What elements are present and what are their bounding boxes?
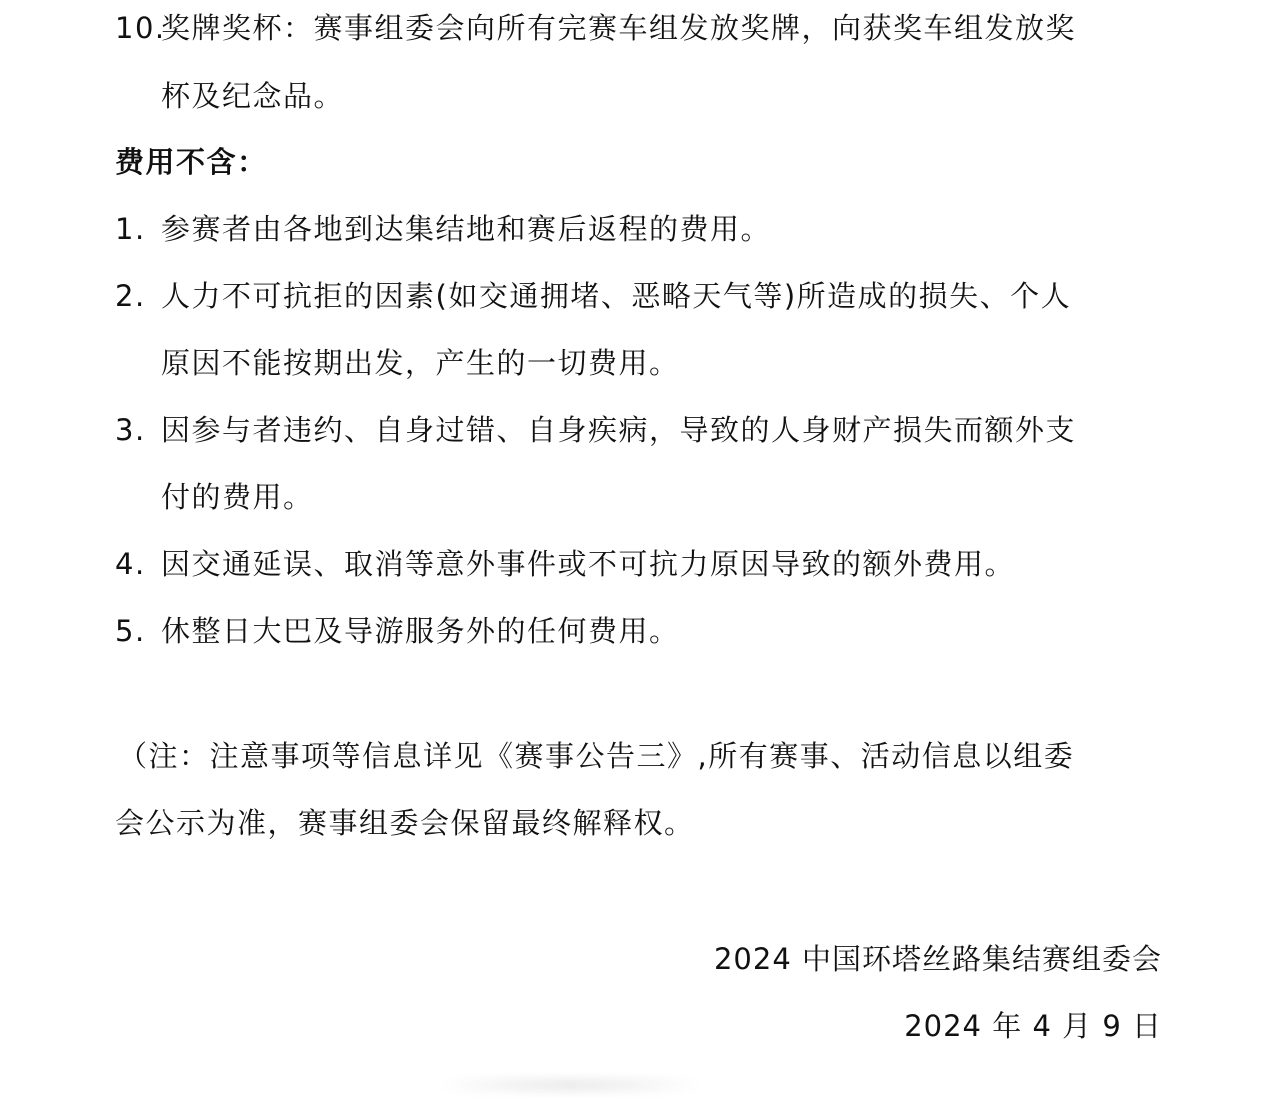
- excluded-heading: 费用不含：: [115, 145, 268, 179]
- faint-page-mark: [440, 1078, 700, 1092]
- item-text-line1: 人力不可抗拒的因素(如交通拥堵、恶略天气等)所造成的损失、个人: [161, 279, 1072, 313]
- signature-organization: 2024 中国环塔丝路集结赛组委会: [713, 942, 1162, 976]
- excluded-item-3-line2: 付的费用。: [161, 480, 314, 514]
- excluded-item-1: [115, 209, 771, 249]
- included-item-10-line2: 杯及纪念品。: [161, 79, 345, 113]
- item-number: 3.: [115, 413, 146, 447]
- included-item-10: [115, 8, 1076, 48]
- item-text-line1: 休整日大巴及导游服务外的任何费用。: [161, 614, 680, 648]
- item-number: 1.: [115, 212, 146, 246]
- excluded-item-2-line2: 原因不能按期出发，产生的一切费用。: [161, 346, 680, 380]
- note-line-2: 会公示为准，赛事组委会保留最终解释权。: [115, 806, 695, 840]
- excluded-item-3: [115, 410, 1076, 450]
- excluded-item-4: [115, 544, 1015, 584]
- item-number: 10.: [115, 11, 166, 45]
- excluded-item-2: [115, 276, 1071, 316]
- item-text-line1: 因参与者违约、自身过错、自身疾病，导致的人身财产损失而额外支: [161, 413, 1077, 447]
- item-text-line1: 参赛者由各地到达集结地和赛后返程的费用。: [161, 212, 772, 246]
- item-text-line1: 因交通延误、取消等意外事件或不可抗力原因导致的额外费用。: [161, 547, 1016, 581]
- signature-date: 2024 年 4 月 9 日: [904, 1009, 1162, 1043]
- item-number: 4.: [115, 547, 146, 581]
- note-line-1: （注：注意事项等信息详见《赛事公告三》,所有赛事、活动信息以组委: [118, 739, 1075, 773]
- item-number: 2.: [115, 279, 146, 313]
- item-text-line1: 奖牌奖杯：赛事组委会向所有完赛车组发放奖牌，向获奖车组发放奖: [161, 11, 1077, 45]
- item-number: 5.: [115, 614, 146, 648]
- excluded-item-5: [115, 611, 680, 651]
